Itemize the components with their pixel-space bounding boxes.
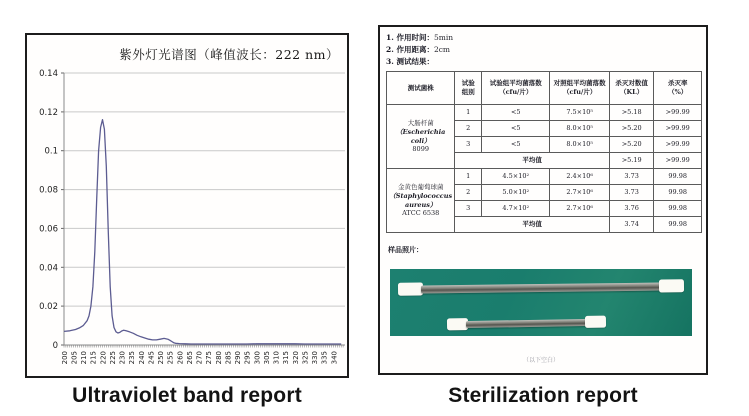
kill-rate-cell: 99.98 (654, 201, 702, 217)
uv-lamp-tube-short (447, 316, 606, 331)
kill-rate-cell: >99.99 (654, 121, 702, 137)
tube-end-cap (585, 316, 606, 328)
kill-rate-cell: 99.98 (654, 169, 702, 185)
svg-text:220: 220 (99, 351, 108, 365)
svg-text:255: 255 (166, 351, 175, 365)
svg-text:300: 300 (253, 351, 262, 365)
strain-cell: 金黄色葡萄球菌 （Staphylococcus aureus） ATCC 6538 (387, 169, 455, 233)
group-number-cell: 3 (455, 137, 482, 153)
kill-rate-cell: 99.98 (654, 217, 702, 233)
svg-text:225: 225 (108, 351, 117, 365)
column-header: 试验 组别 (455, 72, 482, 105)
table-row (387, 105, 702, 121)
svg-text:295: 295 (243, 351, 252, 365)
svg-text:0.02: 0.02 (39, 302, 58, 313)
svg-text:0.12: 0.12 (39, 107, 58, 118)
tube-body (466, 318, 587, 327)
average-label-cell: 平均值 (455, 153, 609, 169)
svg-text:205: 205 (70, 351, 79, 365)
group-number-cell: 1 (455, 105, 482, 121)
table-header-row (387, 72, 702, 105)
svg-text:270: 270 (195, 351, 204, 365)
sterilization-results-table (386, 71, 702, 233)
control-count-cell: 2.7×10⁶ (550, 185, 609, 201)
svg-text:320: 320 (291, 351, 300, 365)
kill-log-cell: >5.20 (609, 121, 654, 137)
condition-line: 1. 作用时间：5min (386, 33, 454, 42)
control-count-cell: 8.0×10⁵ (550, 137, 609, 153)
uv-spectrum-chart (27, 35, 347, 376)
svg-text:330: 330 (311, 351, 319, 365)
test-count-cell: <5 (482, 137, 550, 153)
svg-text:240: 240 (137, 351, 146, 365)
test-count-cell: 4.7×10² (482, 201, 550, 217)
test-count-cell: <5 (482, 121, 550, 137)
svg-text:0.08: 0.08 (39, 185, 58, 196)
control-count-cell: 8.0×10⁵ (550, 121, 609, 137)
strain-cell: 大肠杆菌 （Escherichia coli） 8099 (387, 105, 455, 169)
kill-rate-cell: >99.99 (654, 153, 702, 169)
test-count-cell: <5 (482, 105, 550, 121)
kill-log-cell: >5.20 (609, 137, 654, 153)
group-number-cell: 1 (455, 169, 482, 185)
svg-text:215: 215 (89, 351, 98, 365)
kill-log-cell: >5.18 (609, 105, 654, 121)
group-number-cell: 2 (455, 121, 482, 137)
tube-end-cap (398, 282, 423, 295)
test-count-cell: 4.5×10² (482, 169, 550, 185)
svg-text:235: 235 (128, 351, 137, 365)
svg-text:0.14: 0.14 (39, 69, 58, 79)
kill-log-cell: 3.74 (609, 217, 654, 233)
kill-log-cell: >5.19 (609, 153, 654, 169)
svg-text:245: 245 (147, 351, 156, 365)
column-header: 测试菌株 (387, 72, 455, 105)
svg-text:200: 200 (60, 351, 69, 365)
group-number-cell: 3 (455, 201, 482, 217)
svg-text:210: 210 (80, 351, 88, 365)
svg-text:275: 275 (205, 351, 214, 365)
svg-text:230: 230 (118, 351, 127, 365)
sample-photo-label: 样品照片： (388, 245, 423, 254)
svg-text:0.1: 0.1 (44, 146, 58, 157)
test-count-cell: 5.0×10² (482, 185, 550, 201)
table-row (387, 169, 702, 185)
kill-log-cell: 3.73 (609, 185, 654, 201)
svg-text:0.04: 0.04 (39, 263, 58, 274)
sterilization-report-panel (378, 25, 708, 375)
kill-rate-cell: >99.99 (654, 105, 702, 121)
kill-rate-cell: >99.99 (654, 137, 702, 153)
average-label-cell: 平均值 (455, 217, 609, 233)
control-count-cell: 2.4×10⁶ (550, 169, 609, 185)
condition-line: 3. 测试结果： (386, 57, 434, 66)
kill-log-cell: 3.73 (609, 169, 654, 185)
column-header: 对照组平均菌落数 （cfu/片） (550, 72, 609, 105)
kill-rate-cell: 99.98 (654, 185, 702, 201)
uv-spectrum-report-panel (25, 33, 349, 378)
right-caption: Sterilization report (448, 384, 638, 407)
svg-text:0.06: 0.06 (39, 224, 58, 235)
svg-text:335: 335 (320, 351, 329, 365)
tube-end-cap (659, 279, 684, 292)
condition-line: 2. 作用距离：2cm (386, 45, 451, 54)
svg-text:290: 290 (234, 351, 242, 365)
column-header: 杀灭率 （%） (654, 72, 702, 105)
column-header: 试验组平均菌落数 （cfu/片） (482, 72, 550, 105)
svg-text:340: 340 (330, 351, 339, 365)
svg-text:265: 265 (185, 351, 194, 365)
svg-text:285: 285 (224, 351, 233, 365)
tube-body (421, 282, 661, 293)
svg-text:250: 250 (157, 351, 165, 365)
svg-text:325: 325 (301, 351, 310, 365)
control-count-cell: 2.7×10⁶ (550, 201, 609, 217)
group-number-cell: 2 (455, 185, 482, 201)
svg-text:260: 260 (176, 351, 185, 365)
left-caption: Ultraviolet band report (72, 384, 302, 407)
svg-text:280: 280 (214, 351, 223, 365)
kill-log-cell: 3.76 (609, 201, 654, 217)
blank-below-note: （以下空白） (522, 357, 559, 364)
sample-photo (390, 269, 692, 336)
control-count-cell: 7.5×10⁵ (550, 105, 609, 121)
uv-lamp-tube-long (398, 279, 684, 295)
tube-end-cap (447, 318, 468, 330)
svg-text:315: 315 (282, 351, 291, 365)
chart-title: 紫外灯光谱图（峰值波长：222 nm） (119, 47, 339, 62)
svg-text:305: 305 (262, 351, 271, 365)
column-header: 杀灭对数值 （KL） (609, 72, 654, 105)
svg-text:310: 310 (272, 351, 281, 365)
svg-text:0: 0 (52, 341, 58, 351)
test-conditions-list (386, 32, 700, 68)
